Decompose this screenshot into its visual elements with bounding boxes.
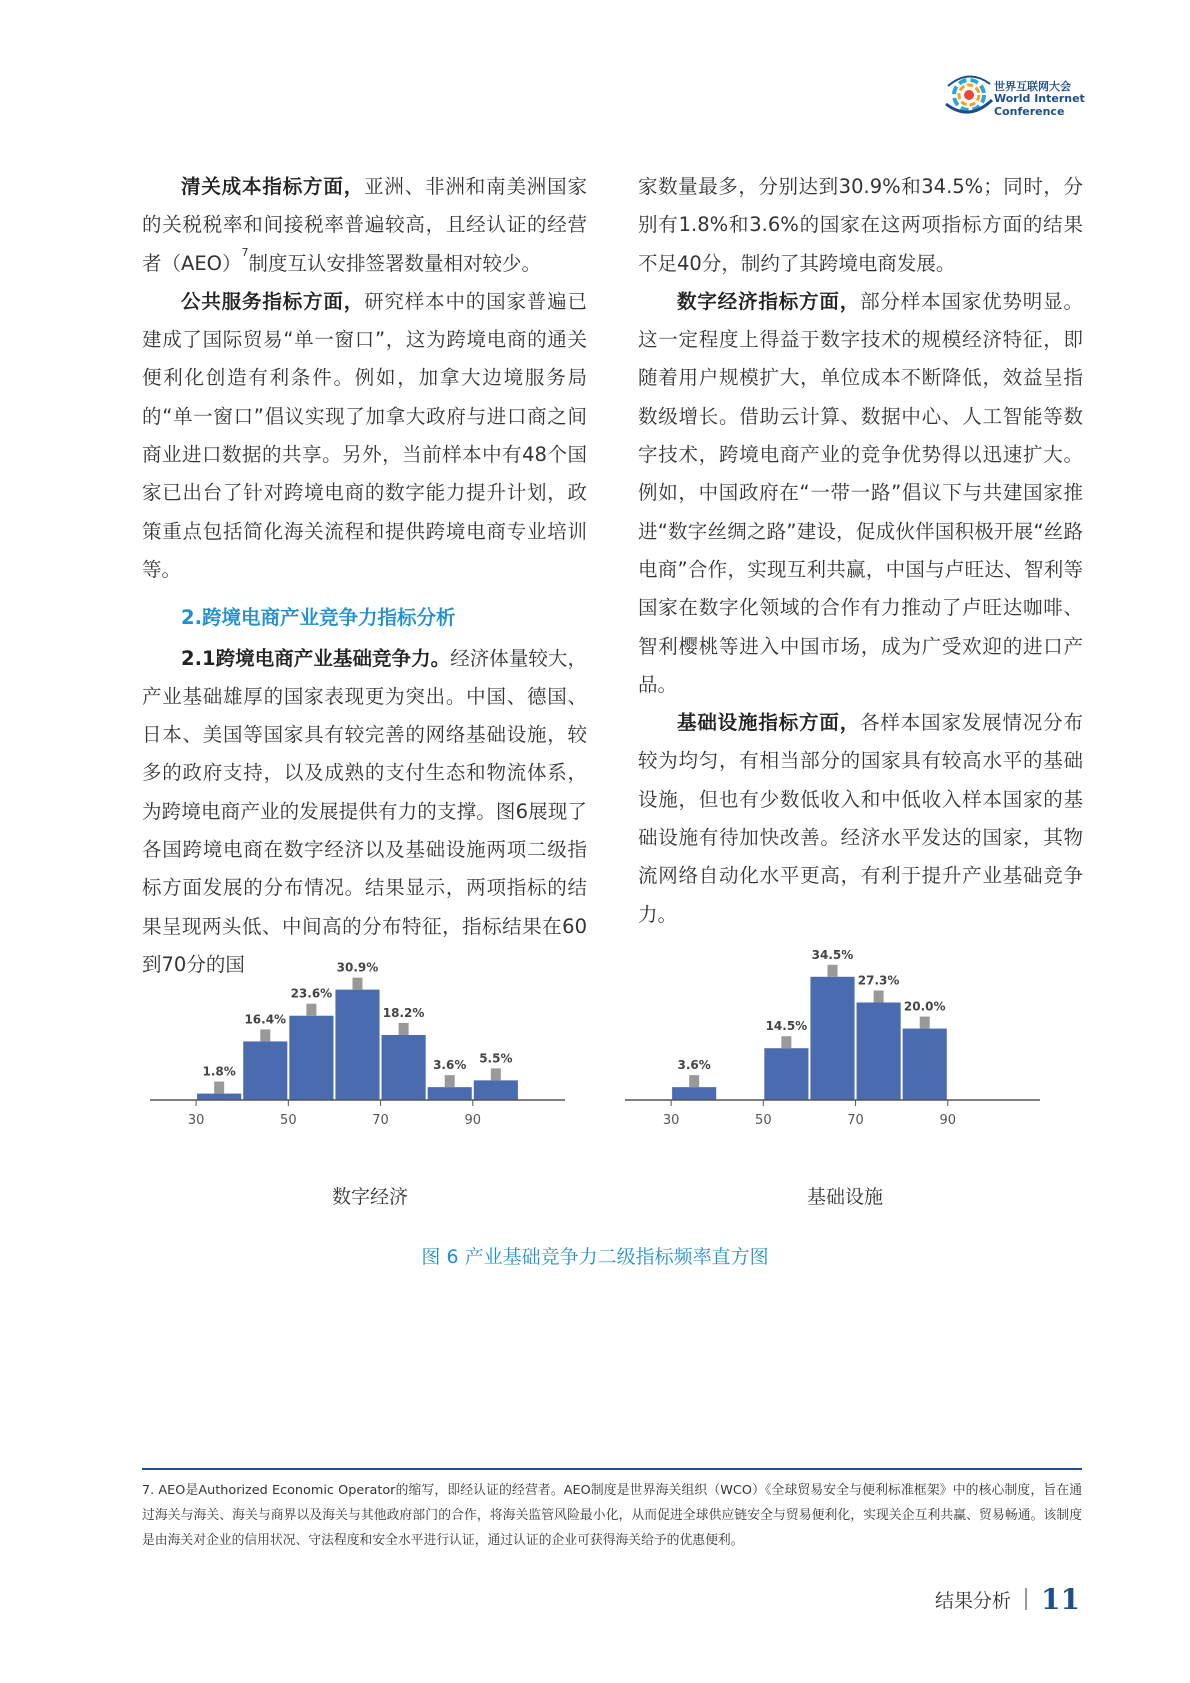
histogram-bar bbox=[197, 1094, 241, 1100]
data-label: 3.6% bbox=[677, 1058, 711, 1073]
conference-logo bbox=[944, 70, 1094, 128]
bar-error-marker bbox=[214, 1082, 224, 1094]
page-number: 11 bbox=[1041, 1582, 1080, 1616]
paragraph-infrastructure bbox=[638, 704, 1083, 934]
histogram-infrastructure bbox=[625, 950, 1095, 1210]
paragraph-text: 亚洲、非洲和南美洲国家的关税税率和间接税率普遍较高，且经认证的经营者（AEO） bbox=[142, 175, 587, 275]
logo-text-en-2: Conference bbox=[994, 105, 1065, 118]
data-label: 34.5% bbox=[811, 950, 854, 962]
paragraph-industry-basis bbox=[142, 640, 587, 985]
histogram-bar bbox=[335, 990, 379, 1100]
data-label: 20.0% bbox=[903, 999, 946, 1014]
bar-error-marker bbox=[491, 1068, 501, 1080]
logo-text-zh: 世界互联网大会 bbox=[994, 80, 1071, 93]
x-tick-label: 90 bbox=[939, 1113, 957, 1128]
bar-error-marker bbox=[920, 1017, 930, 1029]
paragraph-text: 各样本国家发展情况分布较为均匀，有相当部分的国家具有较高水平的基础设施，但也有少数低收入和中低收入样本国家的基础设施有待加快改善。经济水平发达的国家，其物流网络自动化水平更高，有利于提升产业基础竞争力。 bbox=[638, 711, 1083, 926]
histogram-bar bbox=[243, 1041, 287, 1100]
logo-ring-icon bbox=[944, 70, 994, 120]
data-label: 14.5% bbox=[765, 1019, 808, 1034]
footnote-ref[interactable]: 7 bbox=[241, 245, 249, 259]
paragraph-lead: 公共服务指标方面， bbox=[181, 289, 365, 313]
page-footer bbox=[935, 1582, 1080, 1616]
footer-separator bbox=[1025, 1588, 1027, 1610]
histogram-digital-economy bbox=[150, 950, 620, 1210]
histogram-bar bbox=[289, 1016, 333, 1100]
data-label: 16.4% bbox=[244, 1012, 287, 1027]
x-tick-label: 50 bbox=[280, 1113, 297, 1128]
paragraph-continued: 家数量最多，分别达到30.9%和34.5%；同时，分别有1.8%和3.6%的国家在这两项指标方面的结果不足40分，制约了其跨境电商发展。 bbox=[638, 175, 1083, 275]
histogram-plot bbox=[625, 950, 1095, 1170]
data-label: 1.8% bbox=[202, 1064, 236, 1079]
bar-error-marker bbox=[306, 1004, 316, 1016]
paragraph-public-service bbox=[142, 283, 587, 589]
section-name: 结果分析 bbox=[935, 1589, 1012, 1612]
figure-caption: 图 6 产业基础竞争力二级指标频率直方图 bbox=[421, 1246, 769, 1268]
footnote-divider bbox=[142, 1468, 1082, 1470]
x-tick-label: 90 bbox=[464, 1113, 482, 1128]
bar-error-marker bbox=[399, 1023, 409, 1035]
bar-error-marker bbox=[260, 1029, 270, 1041]
left-column bbox=[142, 168, 587, 984]
paragraph-customs-cost bbox=[142, 168, 587, 283]
section-heading: 2.跨境电商产业竞争力指标分析 bbox=[181, 606, 456, 630]
histogram-bar bbox=[903, 1029, 947, 1100]
histogram-bar bbox=[672, 1087, 716, 1100]
x-tick-label: 50 bbox=[755, 1113, 772, 1128]
data-label: 5.5% bbox=[479, 1051, 513, 1066]
paragraph-lead: 清关成本指标方面， bbox=[181, 175, 365, 198]
paragraph-text: 制度互认安排签署数量相对较少。 bbox=[248, 251, 542, 275]
logo-text-en-1: World Internet bbox=[994, 92, 1085, 105]
data-label: 27.3% bbox=[857, 973, 900, 988]
bar-error-marker bbox=[689, 1075, 699, 1087]
footnote: 7. AEO是Authorized Economic Operator的缩写，即经认证的经营者。AEO制度是世界海关组织（WCO）《全球贸易安全与便利标准框架》中的核心制度，旨在通过海关与海关、海关与商界以及海关与其他政府部门的合作，将海关监管风险最小化，从而促进全球供应链安全与贸易便利化，实现关企互利共赢、贸易畅通。该制度是由海关对企业的信用状况、守法程度和安全水平进行认证，通过认证的企业可获得海关给予的优惠便利。 bbox=[142, 1483, 1082, 1548]
histogram-bar bbox=[810, 977, 854, 1100]
bar-error-marker bbox=[781, 1036, 791, 1048]
paragraph-lead: 基础设施指标方面， bbox=[677, 711, 861, 735]
data-label: 23.6% bbox=[290, 986, 333, 1001]
bar-error-marker bbox=[828, 965, 838, 977]
bar-error-marker bbox=[353, 978, 363, 990]
histogram-bar bbox=[382, 1035, 426, 1100]
paragraph-digital-economy bbox=[638, 283, 1083, 704]
paragraph-text: 部分样本国家优势明显。这一定程度上得益于数字技术的规模经济特征，即随着用户规模扩大，单位成本不断降低，效益呈指数级增长。借助云计算、数据中心、人工智能等数字技术，跨境电商产业的竞争优势得以迅速扩大。例如，中国政府在“一带一路”倡议下与共建国家推进“数字丝绸之路”建设，促成伙伴国积极开展“丝路电商”合作，实现互利共赢，中国与卢旺达、智利等国家在数字化领域的合作有力推动了卢旺达咖啡、智利樱桃等进入中国市场，成为广受欢迎的进口产品。 bbox=[638, 289, 1083, 696]
x-tick-label: 70 bbox=[372, 1113, 389, 1128]
x-tick-label: 30 bbox=[187, 1113, 205, 1128]
bar-error-marker bbox=[445, 1075, 455, 1087]
chart-title: 基础设施 bbox=[806, 1186, 883, 1208]
x-tick-label: 30 bbox=[662, 1113, 680, 1128]
data-label: 18.2% bbox=[382, 1006, 425, 1020]
data-label: 3.6% bbox=[433, 1058, 467, 1073]
chart-title: 数字经济 bbox=[331, 1186, 408, 1208]
paragraph-lead: 数字经济指标方面， bbox=[677, 289, 861, 313]
paragraph-text: 经济体量较大，产业基础雄厚的国家表现更为突出。中国、德国、日本、美国等国家具有较完善的网络基础设施，较多的政府支持，以及成熟的支付生态和物流体系，为跨境电商产业的发展提供有力的支撑。图6展现了各国跨境电商在数字经济以及基础设施两项二级指标方面发展的分布情况。结果显示，两项指标的结果呈现两头低、中间高的分布特征，指标结果在60到70分的国 bbox=[142, 646, 587, 976]
paragraph-lead: 2.1跨境电商产业基础竞争力。 bbox=[181, 646, 451, 670]
right-column bbox=[638, 168, 1083, 934]
x-tick-label: 70 bbox=[847, 1113, 864, 1128]
bar-error-marker bbox=[874, 991, 884, 1003]
histogram-bar bbox=[764, 1048, 808, 1100]
paragraph-text: 研究样本中的国家普遍已建成了国际贸易“单一窗口”，这为跨境电商的通关便利化创造有利条件。例如，加拿大边境服务局的“单一窗口”倡议实现了加拿大政府与进口商之间商业进口数据的共享。另外，当前样本中有48个国家已出台了针对跨境电商的数字能力提升计划，政策重点包括简化海关流程和提供跨境电商专业培训等。 bbox=[142, 289, 587, 581]
histogram-bar bbox=[428, 1087, 472, 1100]
histogram-plot bbox=[150, 950, 620, 1170]
histogram-bar bbox=[474, 1080, 518, 1100]
histogram-bar bbox=[857, 1003, 901, 1101]
data-label: 30.9% bbox=[336, 960, 379, 975]
